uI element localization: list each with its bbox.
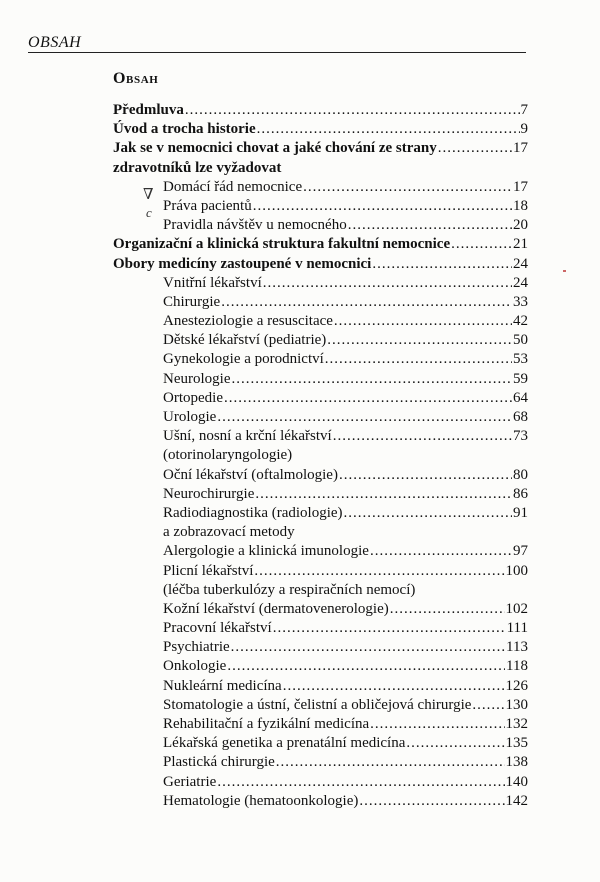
toc-entry-title: Práva pacientů: [163, 197, 252, 214]
toc-leader-dots: [217, 408, 512, 427]
toc-entry: [113, 523, 528, 542]
toc-entry: [113, 696, 528, 715]
toc-page-number: 42: [513, 313, 528, 330]
toc-entry-title: Ortopedie: [163, 389, 223, 406]
toc-page-number: 140: [505, 773, 528, 790]
toc-leader-dots: [255, 485, 512, 504]
toc-page-number: 97: [513, 543, 528, 560]
toc-leader-dots: [372, 255, 512, 274]
toc-page-number: 80: [513, 466, 528, 483]
toc-entry-title: Domácí řád nemocnice: [163, 178, 303, 195]
toc-leader-dots: [359, 792, 504, 811]
toc-page-number: 24: [513, 255, 528, 272]
toc-leader-dots: [370, 715, 504, 734]
toc-leader-dots: [339, 466, 512, 485]
toc-entry-title: Organizační a klinická struktura fakultní nemocnice: [113, 236, 451, 253]
toc-leader-dots: [185, 101, 520, 120]
toc-entry-title: Anesteziologie a resuscitace: [163, 313, 333, 330]
toc-entry: [113, 677, 528, 696]
toc-leader-dots: [263, 274, 512, 293]
toc-entry-title: Geriatrie: [163, 773, 217, 790]
toc-page-number: 59: [513, 370, 528, 387]
toc-page-number: 17: [513, 140, 528, 157]
toc-entry-title: Pracovní lékařství: [163, 620, 272, 637]
toc-entry-title: a zobrazovací metody: [163, 524, 295, 541]
toc-entry: [113, 159, 528, 178]
toc-entry-title: Dětské lékařství (pediatrie): [163, 332, 327, 349]
toc-page-number: 118: [506, 658, 528, 675]
toc-entry: [113, 485, 528, 504]
toc-page-number: 91: [513, 504, 528, 521]
toc-entry-title: Urologie: [163, 409, 217, 425]
toc-entry: [113, 331, 528, 350]
toc-page-number: 50: [513, 332, 528, 349]
toc-entry-title: Chirurgie: [163, 293, 221, 310]
toc-entry: [113, 255, 528, 274]
toc-entry: [113, 312, 528, 331]
toc-entry-title: Onkologie: [163, 658, 227, 675]
toc-entry: [113, 274, 528, 293]
toc-entry: [113, 562, 528, 581]
toc-entry-title: zdravotníků lze vyžadovat: [113, 159, 282, 176]
toc-page-number: 130: [505, 696, 528, 713]
toc-entry-title: Alergologie a klinická imunologie: [163, 543, 369, 560]
toc-entry-title: Ušní, nosní a krční lékařství: [163, 428, 332, 445]
toc-leader-dots: [333, 427, 512, 446]
toc-page-number: 142: [505, 792, 528, 809]
toc-page-number: 21: [513, 236, 528, 253]
toc-page-number: 126: [505, 677, 528, 694]
toc-leader-dots: [273, 619, 506, 638]
toc-entry: [113, 350, 528, 369]
toc-entry: [113, 792, 528, 811]
toc-page-number: 135: [505, 735, 528, 752]
toc-entry-title: Plastická chirurgie: [163, 754, 275, 771]
toc-leader-dots: [231, 638, 505, 657]
toc-page-number: 9: [520, 121, 528, 138]
toc-page-number: 113: [506, 639, 528, 656]
toc-leader-dots: [227, 657, 505, 676]
toc-entry: [113, 139, 528, 158]
toc-leader-dots: [224, 389, 512, 408]
toc-page-number: 7: [520, 102, 528, 118]
toc-entry: [113, 370, 528, 389]
toc-entry: [113, 408, 528, 427]
toc-leader-dots: [283, 677, 505, 696]
toc-entry-title: Plicní lékařství: [163, 562, 254, 579]
toc-leader-dots: [231, 370, 512, 389]
toc-entry-title: Rehabilitační a fyzikální medicína: [163, 716, 370, 732]
toc-leader-dots: [438, 139, 512, 158]
toc-page-number: 20: [513, 217, 528, 234]
toc-entry: [113, 504, 528, 523]
toc-entry-title: Nukleární medicína: [163, 677, 282, 694]
toc-entry: [113, 638, 528, 657]
toc-leader-dots: [334, 312, 512, 331]
toc-page-number: 53: [513, 351, 528, 368]
toc-entry: [113, 715, 528, 734]
toc-entry: [113, 657, 528, 676]
toc-entry-title: (léčba tuberkulózy a respiračních nemocí): [163, 581, 416, 598]
toc-leader-dots: [303, 178, 512, 197]
toc-page-number: 111: [506, 620, 528, 637]
toc-entry-title: Gynekologie a porodnictví: [163, 351, 324, 368]
toc-leader-dots: [253, 197, 512, 216]
toc-leader-dots: [221, 293, 512, 312]
toc-entry: [113, 619, 528, 638]
paper-speck: [563, 270, 566, 272]
toc-leader-dots: [257, 120, 520, 139]
toc-leader-dots: [370, 542, 512, 561]
toc-entry: [113, 600, 528, 619]
toc-leader-dots: [325, 350, 512, 369]
toc-entry-title: Psychiatrie: [163, 639, 230, 656]
toc-entry-title: Jak se v nemocnici chovat a jaké chování ze strany: [113, 140, 437, 157]
toc-leader-dots: [217, 773, 504, 792]
toc-page-number: 18: [513, 197, 528, 214]
toc-page-number: 33: [513, 293, 528, 310]
toc-leader-dots: [344, 504, 512, 523]
toc-entry-title: Vnitřní lékařství: [163, 274, 262, 291]
toc-leader-dots: [254, 562, 504, 581]
toc-entry-title: Předmluva: [113, 102, 184, 118]
toc-entry: [113, 178, 528, 197]
toc-entry: [113, 120, 528, 139]
toc-page-number: 68: [513, 409, 528, 425]
toc-page-number: 64: [513, 389, 528, 406]
toc-entry: [113, 235, 528, 254]
toc-entry: [113, 773, 528, 792]
toc-entry-title: Kožní lékařství (dermatovenerologie): [163, 600, 389, 617]
header-rule: [28, 52, 526, 53]
toc-leader-dots: [406, 734, 504, 753]
toc-entry-title: Neurochirurgie: [163, 485, 255, 502]
toc-leader-dots: [348, 216, 512, 235]
toc-entry: [113, 446, 528, 465]
toc-entry-title: Oční lékařství (oftalmologie): [163, 466, 338, 483]
toc-page-number: 17: [513, 178, 528, 195]
toc-entry-title: Úvod a trocha historie: [113, 121, 256, 138]
toc-entry-title: Stomatologie a ústní, čelistní a obličejová chirurgie: [163, 696, 472, 713]
running-head: OBSAH: [28, 34, 82, 51]
toc-entry: [113, 197, 528, 216]
toc-entry: [113, 389, 528, 408]
toc-entry: [113, 101, 528, 120]
toc-leader-dots: [472, 696, 504, 715]
toc-entry: [113, 293, 528, 312]
toc-page-number: 132: [505, 716, 528, 732]
toc-page-number: 73: [513, 428, 528, 445]
toc-entry-title: Obory medicíny zastoupené v nemocnici: [113, 255, 372, 272]
toc-entry-title: Pravidla návštěv u nemocného: [163, 217, 347, 234]
toc-entry: [113, 216, 528, 235]
toc-page-number: 86: [513, 485, 528, 502]
section-title: Obsah: [113, 70, 159, 87]
toc-entry: [113, 581, 528, 600]
toc-entry-title: (otorinolaryngologie): [163, 447, 293, 464]
toc-page-number: 138: [505, 754, 528, 771]
toc-page-number: 24: [513, 274, 528, 291]
toc-leader-dots: [390, 600, 505, 619]
toc-leader-dots: [451, 235, 512, 254]
toc-entry: [113, 734, 528, 753]
toc-entry: [113, 466, 528, 485]
toc-leader-dots: [276, 753, 505, 772]
toc-entry-title: Radiodiagnostika (radiologie): [163, 504, 343, 521]
toc-leader-dots: [327, 331, 512, 350]
toc-page-number: 100: [505, 562, 528, 579]
handwritten-mark-v: ∇: [143, 187, 154, 203]
toc-entry: [113, 753, 528, 772]
toc-page-number: 102: [505, 600, 528, 617]
handwritten-mark-c: c: [146, 205, 152, 220]
toc-entry: [113, 542, 528, 561]
toc-entry-title: Lékařská genetika a prenatální medicína: [163, 735, 406, 752]
toc-entry-title: Neurologie: [163, 370, 231, 387]
toc-entry: [113, 427, 528, 446]
table-of-contents: [113, 101, 528, 811]
toc-entry-title: Hematologie (hematoonkologie): [163, 792, 359, 809]
